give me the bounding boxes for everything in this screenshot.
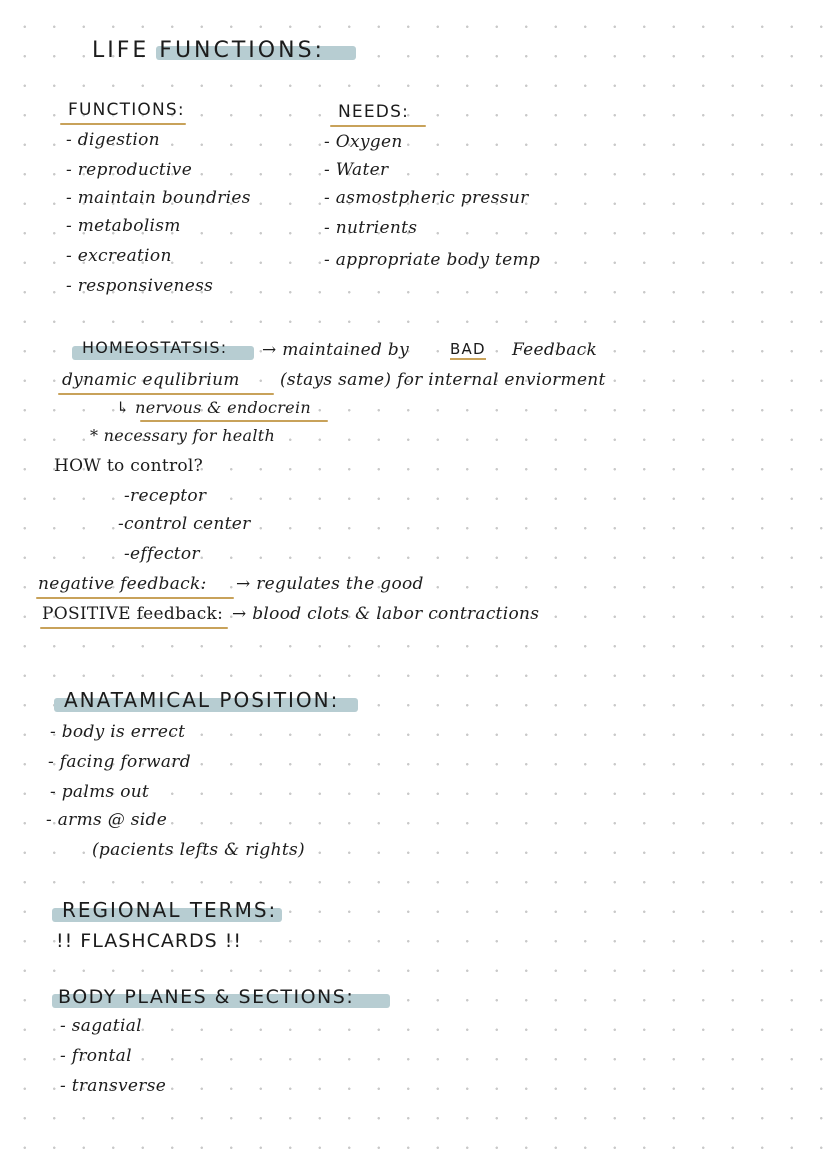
functions-item: - digestion <box>66 130 160 150</box>
needs-underline <box>330 125 426 127</box>
needs-item: - Oxygen <box>324 132 403 152</box>
anatomical-item: - arms @ side <box>46 810 168 830</box>
functions-item: - reproductive <box>66 160 193 180</box>
functions-item: - metabolism <box>66 216 181 236</box>
dynamic-equilibrium-term: dynamic equlibrium <box>62 370 240 390</box>
functions-heading: FUNCTIONS: <box>68 100 185 120</box>
needs-item: - asmostpheric pressur <box>324 188 529 208</box>
anatomical-heading: ANATAMICAL POSITION: <box>64 688 340 712</box>
positive-underline <box>40 627 228 629</box>
negative-feedback-text: → regulates the good <box>236 574 424 594</box>
control-item: -effector <box>124 544 200 564</box>
needs-heading: NEEDS: <box>338 102 410 122</box>
dynamic-equilibrium-rest: (stays same) for internal enviorment <box>280 370 606 390</box>
homeostasis-arrow-text: → maintained by <box>262 340 409 360</box>
anatomical-item: - palms out <box>50 782 150 802</box>
functions-underline <box>60 123 186 125</box>
how-to-control: HOW to control? <box>54 456 204 476</box>
regional-heading: REGIONAL TERMS: <box>62 898 278 922</box>
anatomical-item: - body is errect <box>50 722 186 742</box>
flashcards-note: !! FLASHCARDS !! <box>56 930 242 952</box>
planes-item: - frontal <box>60 1046 132 1066</box>
homeostasis-heading: HOMEOSTATSIS: <box>82 338 228 357</box>
needs-item: - appropriate body temp <box>324 250 541 270</box>
control-item: -receptor <box>124 486 207 506</box>
planes-item: - transverse <box>60 1076 167 1096</box>
bad-acronym: BAD <box>450 340 486 358</box>
dynamic-underline <box>58 393 274 395</box>
feedback-word: Feedback <box>512 340 598 360</box>
necessary-note: * necessary for health <box>90 426 276 445</box>
planes-item: - sagatial <box>60 1016 142 1036</box>
positive-feedback-text: → blood clots & labor contractions <box>232 604 540 624</box>
anatomical-item: - facing forward <box>48 752 191 772</box>
page-title: LIFE FUNCTIONS: <box>92 38 325 63</box>
planes-heading: BODY PLANES & SECTIONS: <box>58 986 355 1008</box>
positive-feedback-label: POSITIVE feedback: <box>42 604 224 624</box>
functions-item: - maintain boundries <box>66 188 251 208</box>
negative-feedback-label: negative feedback: <box>38 574 207 594</box>
anatomical-note: (pacients lefts & rights) <box>92 840 305 860</box>
nervous-endocrine-line: ↳ nervous & endocrein <box>116 398 311 417</box>
functions-item: - responsiveness <box>66 276 214 296</box>
needs-item: - nutrients <box>324 218 418 238</box>
negative-underline <box>36 597 234 599</box>
functions-item: - excreation <box>66 246 172 266</box>
needs-item: - Water <box>324 160 389 180</box>
nervous-underline <box>140 420 328 422</box>
control-item: -control center <box>118 514 251 534</box>
